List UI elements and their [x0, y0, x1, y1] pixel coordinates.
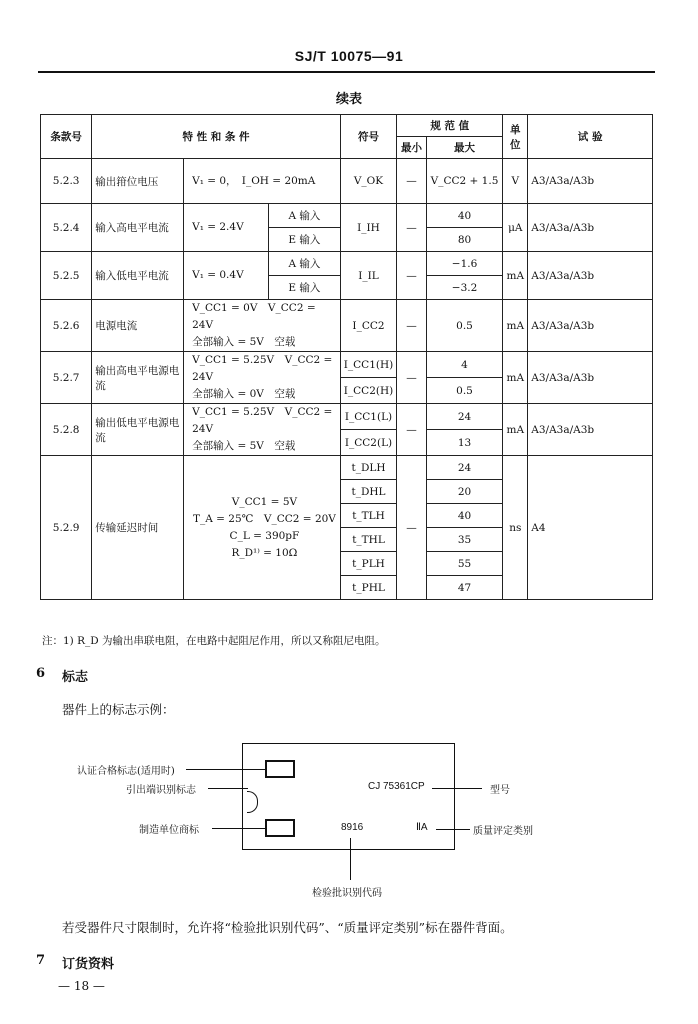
pin1-leader-line — [208, 788, 248, 789]
col-unit: 单位 — [503, 115, 528, 159]
maker-mark-box — [265, 819, 295, 837]
section6-intro: 器件上的标志示例： — [62, 702, 175, 717]
section7-number: 7 — [36, 953, 46, 968]
table-row: 5.2.8 输出低电平电源电流 V_CC1 = 5.25V V_CC2 = 24V 全部输入 = 5V 空载 I_CC1(L) — 24 mA A3/A3a/A3b — [41, 404, 653, 430]
page-number: — 18 — — [58, 979, 105, 993]
table-row: 5.2.3 输出箝位电压 V₁ = 0， I_OH = 20mA V_OK — V_CC2 + 1.5 V A3/A3a/A3b — [41, 159, 653, 204]
model-label: 型号 — [490, 785, 510, 796]
cert-mark-box — [265, 760, 295, 778]
lot-code-marking: 8916 — [341, 822, 364, 833]
col-test: 试 验 — [528, 115, 653, 159]
col-clause: 条款号 — [41, 115, 92, 159]
table-row: 5.2.4 输入高电平电流 V₁ = 2.4V A 输入 I_IH — 40 μA A3/A3a/A3b — [41, 204, 653, 228]
col-characteristics: 特 性 和 条 件 — [92, 115, 341, 159]
table-row: 5.2.7 输出高电平电源电流 V_CC1 = 5.25V V_CC2 = 24V 全部输入 = 0V 空载 I_CC1(H) — 4 mA A3/A3a/A3b — [41, 352, 653, 378]
table-note: 注：1) R_D 为输出串联电阻，在电路中起阻尼作用，所以又称阻尼电阻。 — [42, 635, 386, 647]
grade-leader-line — [436, 829, 470, 830]
table-caption: 续表 — [335, 92, 362, 107]
header-rule — [38, 71, 655, 73]
model-number-marking: CJ 75361CP — [368, 781, 425, 792]
maker-mark-label: 制造单位商标 — [139, 825, 199, 836]
cert-leader-line — [186, 769, 265, 770]
model-leader-line — [432, 788, 482, 789]
lot-leader-line — [350, 838, 351, 880]
col-min: 最小 — [397, 137, 426, 159]
col-symbol: 符号 — [340, 115, 397, 159]
grade-marking: ⅡA — [416, 822, 428, 833]
section6-title: 标志 — [62, 670, 89, 685]
section7-title: 订货资料 — [62, 957, 115, 972]
table-row: 5.2.6 电源电流 V_CC1 = 0V V_CC2 = 24V 全部输入 = 5V 空载 I_CC2 — 0.5 mA A3/A3a/A3b — [41, 300, 653, 352]
maker-leader-line — [212, 828, 265, 829]
pin1-label: 引出端识别标志 — [126, 785, 196, 796]
spec-table: 条款号 特 性 和 条 件 符号 规 范 值 单位 试 验 最小 最大 5.2.3 输出箝位电压 V₁ = 0， I_OH = 20mA V_OK — V_CC2 + 1.5 V A3/A3a/A3b 5.2.4 输入高电平电流 V₁ = 2.4V A 输入 I_IH — 40 μA A3/A3a/A3b E 输入 80 5.2.5 输入低电平电流 V₁ = 0.4V A 输入 I_IL — −1.6 mA A3/A3a/A3b E 输入 −3.2 5.2.6 电源电流 V_CC1 = 0V V_CC2 = 24V 全部输入 = 5V 空载 I_CC2 — 0.5 mA A3/A3a/A3b 5.2.7 输出高电平电源电流 V_CC1 = 5.25V V_CC2 = 24V 全部输入 = 0V 空载 I_CC1(H) — 4 mA A3/A3a/A3b I_CC2(H) 0.5 5.2.8 输出低电平电源电流 V_CC1 = 5.25V V_CC2 = 24V 全部输入 = 5V 空载 I_CC1(L) — 24 mA A3/A3a/A3b I_CC2(L) 13 5.2.9 传输延迟时间 V_CC1 = 5V T_A = 25℃ V_CC2 = 20V C_L = 390pF R_D¹⁾ = 10Ω t_DLH — 24 ns A4 t_DHL 20 t_TLH 40 t_THL 35 t_PLH 55 t_PHL 47 — [40, 114, 653, 600]
cert-mark-label: 认证合格标志(适用时) — [77, 766, 175, 777]
grade-label: 质量评定类别 — [473, 826, 533, 837]
col-max: 最大 — [426, 137, 503, 159]
section6-paragraph: 若受器件尺寸限制时，允许将“检验批识别代码”、“质量评定类别”标在器件背面。 — [62, 920, 513, 935]
section6-number: 6 — [36, 666, 46, 681]
table-header-row — [41, 115, 653, 137]
table-row: 5.2.9 传输延迟时间 V_CC1 = 5V T_A = 25℃ V_CC2 = 20V C_L = 390pF R_D¹⁾ = 10Ω t_DLH — 24 ns A4 — [41, 456, 653, 480]
table-row: 5.2.5 输入低电平电流 V₁ = 0.4V A 输入 I_IL — −1.6 mA A3/A3a/A3b — [41, 252, 653, 276]
lot-code-label: 检验批识别代码 — [312, 888, 382, 899]
col-spec-values: 规 范 值 — [397, 115, 503, 137]
doc-header: SJ/T 10075—91 — [294, 48, 404, 64]
